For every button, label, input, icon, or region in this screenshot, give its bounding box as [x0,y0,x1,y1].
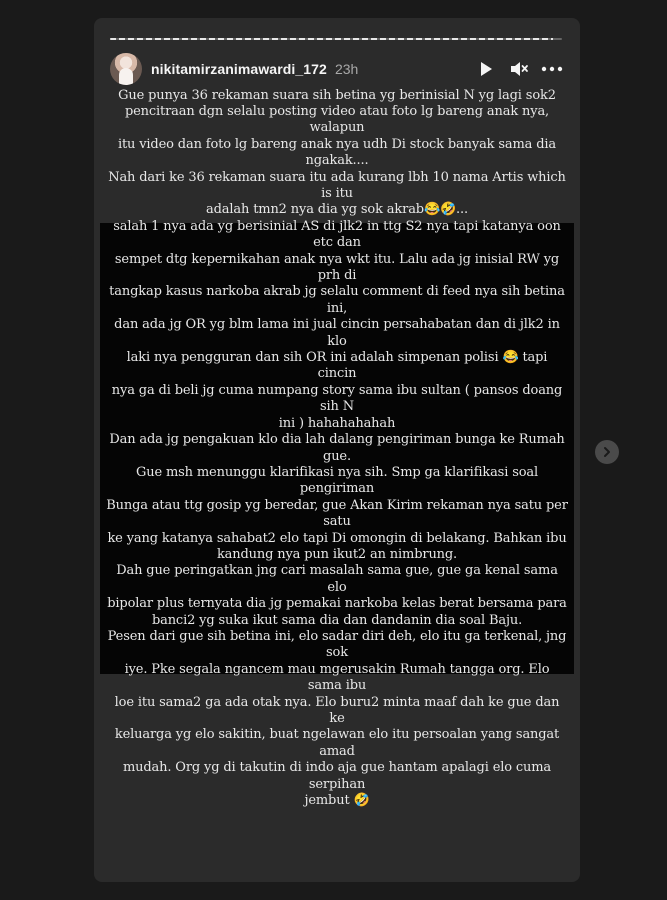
avatar-figure [119,68,133,85]
muted-speaker-icon [509,59,529,79]
mute-button[interactable] [507,57,531,81]
story-text-image [100,87,574,809]
chevron-right-icon [601,446,613,458]
story-text: Gue punya 36 rekaman suara sih betina yg berinisial N yg lagi sok2 pencitraan dgn selalu posting video atau foto lg bareng anak nya, walapun itu video dan foto lg bareng anak nya udh Di stock banyak sama dia ngakak.... Nah dari ke 36 rekaman suara itu ada kurang lbh 10 nama Artis which is itu adalah tmn2 nya dia yg sok akrab😂🤣... salah 1 nya ada yg berisinial AS di jlk2 in ttg S2 nya tapi katanya oon etc dan sempet dtg kepernikahan anak nya wkt itu. Lalu ada jg inisial RW yg prh di tangkap kasus narkoba akrab jg selalu comment di feed nya sih betina ini, dan ada jg OR yg blm lama ini jual cincin persahabatan dan di jlk2 in klo laki nya pengguran dan sih OR ini adalah simpenan polisi 😂 tapi cincin nya ga di beli jg cuma numpang story sama ibu sultan ( pansos doang sih N ini ) hahahahahah Dan ada jg pengakuan klo dia lah dalang pengiriman bunga ke Rumah gue. Gue msh menunggu klarifikasi nya sih. Smp ga klarifikasi soal pengiriman Bunga atau ttg gosip yg beredar, gue Akan Kirim rekaman nya satu per satu ke yang katanya sahabat2 elo tapi Di omongin di belakang. Bahkan ibu kandung nya pun ikut2 an nimbrung. Dah gue peringatkan jng cari masalah sama gue, gue ga kenal sama elo bipolar plus ternyata dia jg pemakai narkoba kelas berat bersama para banci2 yg suka ikut sama dia dan dandanin dia soal Baju. Pesen dari gue sih betina ini, elo sadar diri deh, elo itu ga terkenal, jng sok iye. Pke segala ngancem mau mgerusakin Rumah tangga org. Elo sama ibu loe itu sama2 ga ada otak nya. Elo buru2 minta maaf dah ke gue dan ke keluarga yg elo sakitin, buat ngelawan elo itu persoalan yang sangat amad mudah. Org yg di takutin di indo aja gue hantam apalagi elo cuma serpihan jembut 🤣 [106,87,568,809]
avatar[interactable] [110,53,142,85]
story-viewer[interactable] [94,18,580,882]
story-controls [474,57,564,81]
story-header [110,52,564,86]
username-link[interactable]: nikitamirzanimawardi_172 [151,61,327,77]
story-timestamp: 23h [334,61,359,77]
story-progress-bar [110,38,562,40]
story-progress-fill [110,38,553,40]
more-options-button[interactable] [540,57,564,81]
more-options-icon [541,66,563,72]
play-button[interactable] [474,57,498,81]
play-icon [477,60,495,78]
next-story-button[interactable] [595,440,619,464]
